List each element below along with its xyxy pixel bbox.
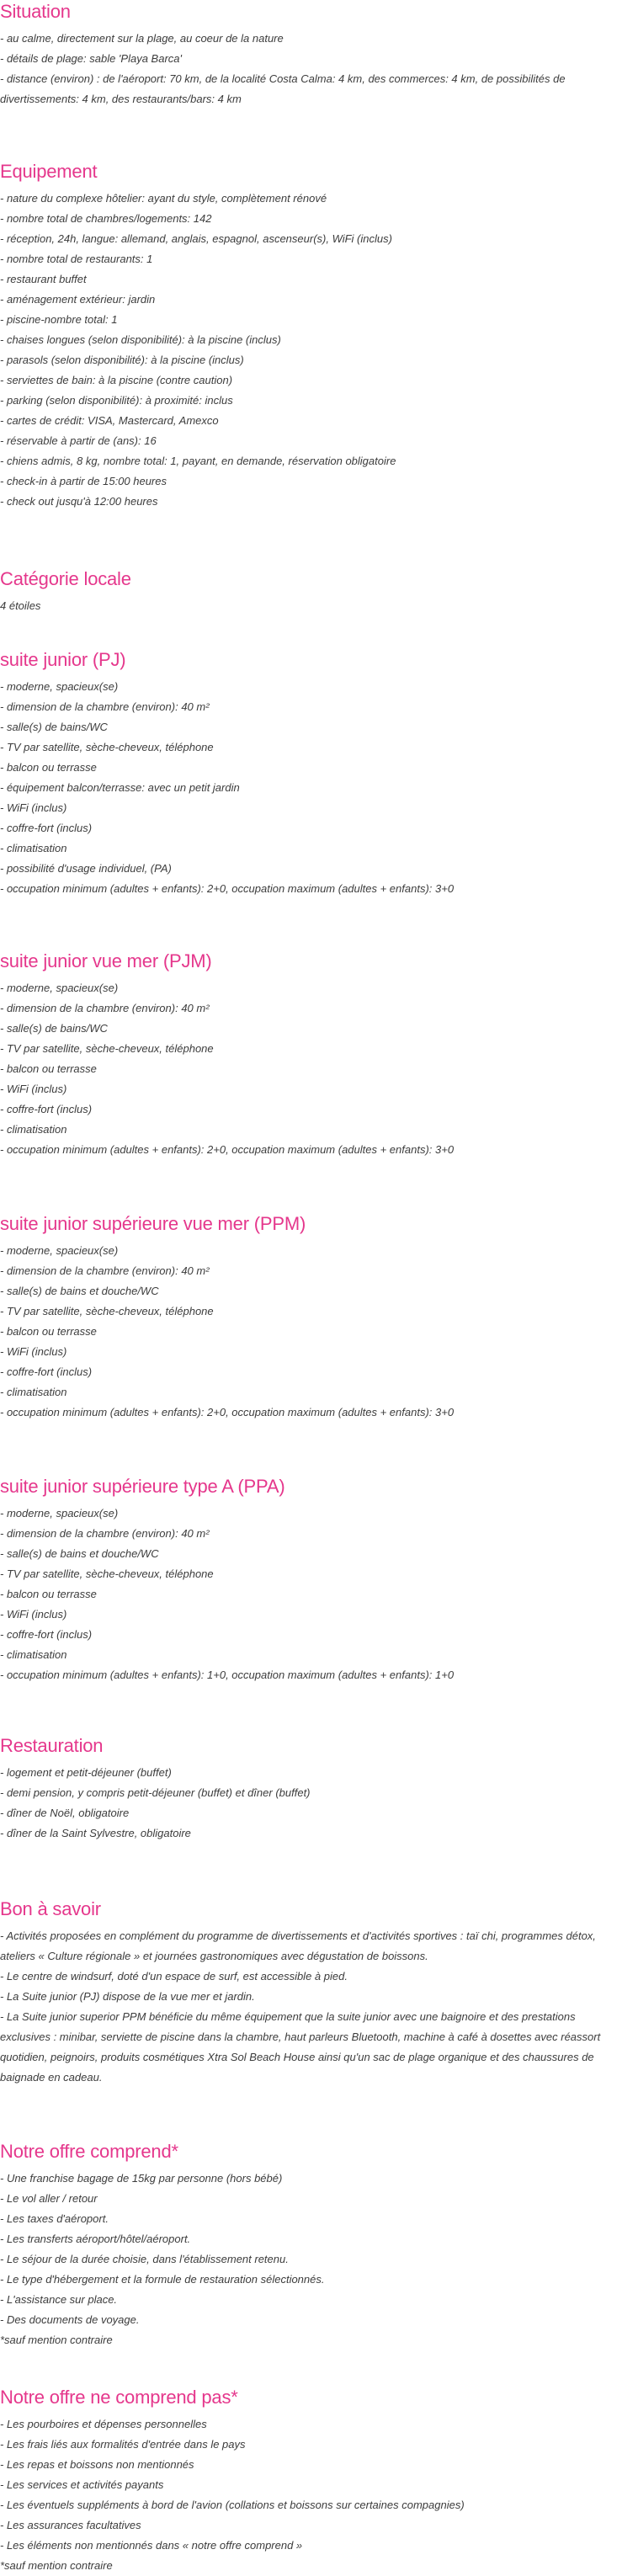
section-title-suite-pj: suite junior (PJ)	[0, 649, 126, 670]
list-item: - WiFi (inclus)	[0, 1345, 67, 1358]
list-item: - Le centre de windsurf, doté d'un espace de surf, est accessible à pied.	[0, 1970, 348, 1983]
list-item: - piscine-nombre total: 1	[0, 313, 118, 326]
section-suite-pj	[0, 648, 638, 899]
section-title-offre-comprend: Notre offre comprend*	[0, 2141, 178, 2162]
list-item: - WiFi (inclus)	[0, 1083, 67, 1095]
list-item: - TV par satellite, sèche-cheveux, téléphone	[0, 1042, 214, 1055]
list-item: - L'assistance sur place.	[0, 2293, 118, 2306]
list-item: - coffre-fort (inclus)	[0, 822, 93, 834]
categorie-list	[0, 596, 638, 616]
list-item: - logement et petit-déjeuner (buffet)	[0, 1766, 172, 1779]
list-item: - check out jusqu'à 12:00 heures	[0, 495, 158, 508]
list-item: - coffre-fort (inclus)	[0, 1365, 93, 1378]
list-item: - dîner de Noël, obligatoire	[0, 1807, 130, 1819]
list-item: - coffre-fort (inclus)	[0, 1103, 93, 1115]
list-item: - salle(s) de bains/WC	[0, 1022, 108, 1035]
list-item: - chaises longues (selon disponibilité): à la piscine (inclus)	[0, 333, 281, 346]
list-item: - Les repas et boissons non mentionnés	[0, 2458, 194, 2471]
section-categorie	[0, 567, 638, 616]
bon-a-savoir-suite-paragraph: - La Suite junior superior PPM bénéficie du même équipement que la suite junior avec une baignoire et des prestations exclusives : minibar, serviette de piscine dans la chambre, haut parleurs Bluetooth, machine à café à dosettes avec réassort quotidien, peignoirs, produits cosmétiques Xtra Sol Beach House ainsi qu'un sac de plage organique et des chaussures de baignade en cadeau.	[0, 2010, 601, 2084]
section-offre-ne-comprend-pas	[0, 2386, 638, 2576]
list-item: - Le vol aller / retour	[0, 2192, 98, 2205]
list-item: - climatisation	[0, 1123, 67, 1136]
suite-pjm-list	[0, 978, 638, 1160]
section-situation	[0, 0, 638, 109]
list-item: - Les transferts aéroport/hôtel/aéroport.	[0, 2233, 191, 2245]
section-title-categorie: Catégorie locale	[0, 568, 131, 589]
list-item: - nature du complexe hôtelier: ayant du style, complètement rénové	[0, 192, 327, 205]
offre-ne-comprend-pas-list	[0, 2414, 638, 2576]
list-item: - salle(s) de bains et douche/WC	[0, 1547, 159, 1560]
list-item: - occupation minimum (adultes + enfants): 2+0, occupation maximum (adultes + enfants): 3+0	[0, 1143, 455, 1156]
list-item: - Les frais liés aux formalités d'entrée dans le pays	[0, 2438, 246, 2451]
list-item: - Les éventuels suppléments à bord de l'avion (collations et boissons sur certaines compagnies)	[0, 2499, 465, 2511]
list-item: - au calme, directement sur la plage, au coeur de la nature	[0, 32, 284, 45]
suite-ppa-list	[0, 1504, 638, 1685]
list-item: - Les taxes d'aéroport.	[0, 2212, 109, 2225]
list-item: - dimension de la chambre (environ): 40 m²	[0, 1002, 210, 1014]
list-item: - cartes de crédit: VISA, Mastercard, Amexco	[0, 414, 219, 427]
list-item: - dîner de la Saint Sylvestre, obligatoire	[0, 1827, 191, 1839]
list-item: 4 étoiles	[0, 599, 41, 612]
section-equipement	[0, 160, 638, 512]
list-item: - salle(s) de bains et douche/WC	[0, 1285, 159, 1297]
section-title-suite-pjm: suite junior vue mer (PJM)	[0, 950, 212, 971]
list-item: - balcon ou terrasse	[0, 1062, 97, 1075]
equipement-list	[0, 189, 638, 512]
list-item: *sauf mention contraire	[0, 2334, 113, 2346]
restauration-list	[0, 1763, 638, 1844]
list-item: - Le type d'hébergement et la formule de restauration sélectionnés.	[0, 2273, 325, 2286]
list-item: - WiFi (inclus)	[0, 801, 67, 814]
list-item: - parking (selon disponibilité): à proximité: inclus	[0, 394, 233, 407]
list-item: - balcon ou terrasse	[0, 1325, 97, 1338]
list-item: - détails de plage: sable 'Playa Barca'	[0, 52, 182, 65]
list-item: - Le séjour de la durée choisie, dans l'établissement retenu.	[0, 2253, 289, 2265]
section-offre-comprend	[0, 2140, 638, 2350]
list-item: - salle(s) de bains/WC	[0, 721, 108, 733]
offre-comprend-list	[0, 2169, 638, 2350]
section-bon-a-savoir	[0, 1897, 638, 2088]
section-restauration	[0, 1734, 638, 1844]
section-title-suite-ppm: suite junior supérieure vue mer (PPM)	[0, 1213, 306, 1234]
situation-list	[0, 29, 638, 69]
section-title-bon-a-savoir: Bon à savoir	[0, 1898, 101, 1919]
list-item: - nombre total de restaurants: 1	[0, 253, 153, 265]
list-item: - balcon ou terrasse	[0, 761, 97, 774]
list-item: - Une franchise bagage de 15kg par personne (hors bébé)	[0, 2172, 283, 2185]
list-item: - moderne, spacieux(se)	[0, 982, 119, 994]
list-item: - moderne, spacieux(se)	[0, 680, 119, 693]
list-item: - parasols (selon disponibilité): à la piscine (inclus)	[0, 354, 244, 366]
section-suite-ppa	[0, 1475, 638, 1685]
list-item: - Des documents de voyage.	[0, 2313, 140, 2326]
list-item: - climatisation	[0, 1386, 67, 1398]
list-item: - TV par satellite, sèche-cheveux, téléphone	[0, 1305, 214, 1317]
list-item: - réservable à partir de (ans): 16	[0, 434, 157, 447]
list-item: - demi pension, y compris petit-déjeuner (buffet) et dîner (buffet)	[0, 1786, 311, 1799]
list-item: - aménagement extérieur: jardin	[0, 293, 156, 306]
list-item: *sauf mention contraire	[0, 2559, 113, 2572]
list-item: - moderne, spacieux(se)	[0, 1244, 119, 1257]
list-item: - TV par satellite, sèche-cheveux, téléphone	[0, 1567, 214, 1580]
list-item: - Les services et activités payants	[0, 2478, 164, 2491]
section-title-equipement: Equipement	[0, 161, 98, 182]
list-item: - occupation minimum (adultes + enfants): 1+0, occupation maximum (adultes + enfants): 1+0	[0, 1669, 455, 1681]
list-item: - restaurant buffet	[0, 273, 87, 285]
list-item: - occupation minimum (adultes + enfants): 2+0, occupation maximum (adultes + enfants): 3+0	[0, 882, 455, 895]
section-title-situation: Situation	[0, 1, 71, 22]
list-item: - moderne, spacieux(se)	[0, 1507, 119, 1520]
section-suite-pjm	[0, 950, 638, 1160]
bon-a-savoir-list	[0, 1967, 638, 2007]
suite-ppm-list	[0, 1241, 638, 1423]
list-item: - serviettes de bain: à la piscine (contre caution)	[0, 374, 233, 386]
list-item: - nombre total de chambres/logements: 142	[0, 212, 212, 225]
list-item: - réception, 24h, langue: allemand, anglais, espagnol, ascenseur(s), WiFi (inclus)	[0, 232, 392, 245]
list-item: - chiens admis, 8 kg, nombre total: 1, payant, en demande, réservation obligatoire	[0, 455, 396, 467]
list-item: - dimension de la chambre (environ): 40 m²	[0, 700, 210, 713]
list-item: - coffre-fort (inclus)	[0, 1628, 93, 1641]
list-item: - dimension de la chambre (environ): 40 m²	[0, 1264, 210, 1277]
list-item: - Les pourboires et dépenses personnelles	[0, 2418, 207, 2430]
list-item: - WiFi (inclus)	[0, 1608, 67, 1621]
list-item: - climatisation	[0, 842, 67, 854]
list-item: - Les éléments non mentionnés dans « notre offre comprend »	[0, 2539, 303, 2552]
list-item: - équipement balcon/terrasse: avec un petit jardin	[0, 781, 240, 794]
list-item: - occupation minimum (adultes + enfants): 2+0, occupation maximum (adultes + enfants): 3+0	[0, 1406, 455, 1418]
list-item: - balcon ou terrasse	[0, 1588, 97, 1600]
list-item: - TV par satellite, sèche-cheveux, téléphone	[0, 741, 214, 753]
list-item: - climatisation	[0, 1648, 67, 1661]
situation-distance-paragraph: - distance (environ) : de l'aéroport: 70 km, de la localité Costa Calma: 4 km, des commerces: 4 km, de possibilités de divertissements: 4 km, des restaurants/bars: 4 km	[0, 72, 566, 105]
suite-pj-list	[0, 677, 638, 899]
list-item: - possibilité d'usage individuel, (PA)	[0, 862, 172, 875]
list-item: - La Suite junior (PJ) dispose de la vue mer et jardin.	[0, 1990, 255, 2003]
list-item: - Les assurances facultatives	[0, 2519, 141, 2531]
list-item: - check-in à partir de 15:00 heures	[0, 475, 167, 487]
section-suite-ppm	[0, 1212, 638, 1423]
section-title-restauration: Restauration	[0, 1735, 104, 1756]
section-title-offre-ne-comprend-pas: Notre offre ne comprend pas*	[0, 2387, 238, 2408]
bon-a-savoir-activites-paragraph: - Activités proposées en complément du programme de divertissements et d'activités sportives : taï chi, programmes détox, ateliers « Culture régionale » et journées gastronomiques avec dégustation de boissons.	[0, 1929, 596, 1962]
section-title-suite-ppa: suite junior supérieure type A (PPA)	[0, 1476, 285, 1497]
list-item: - dimension de la chambre (environ): 40 m²	[0, 1527, 210, 1540]
